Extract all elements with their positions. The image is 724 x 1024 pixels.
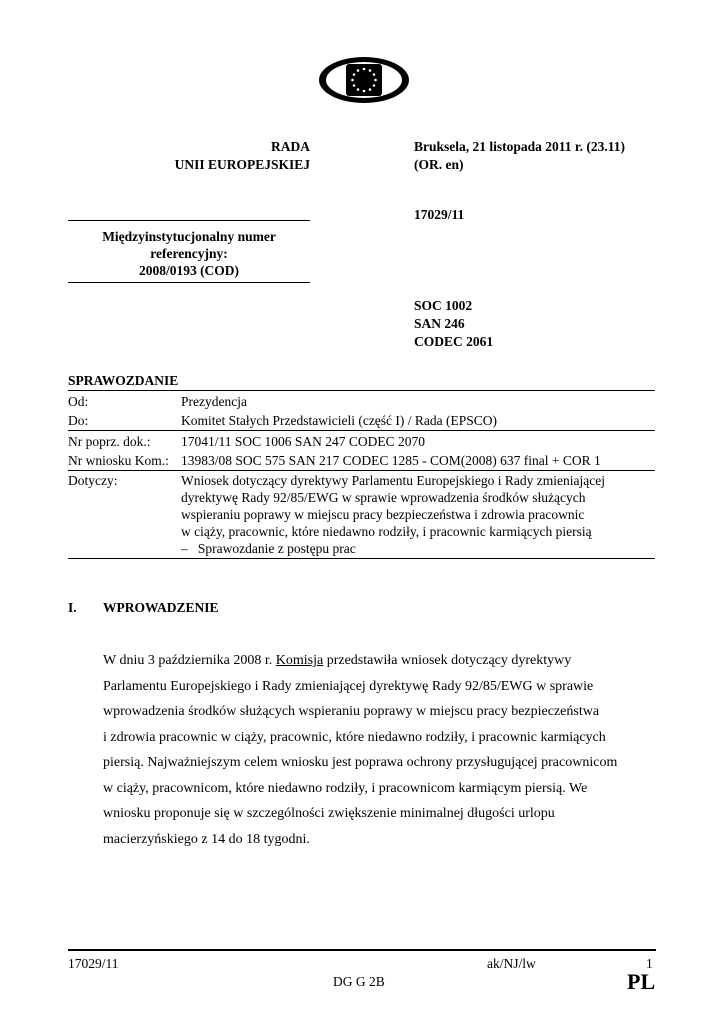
- doc-number: 17029/11: [414, 207, 465, 222]
- footer-language: PL: [627, 969, 656, 994]
- council-line-2: UNII EUROPEJSKIEJ: [174, 157, 310, 172]
- code-1: SOC 1002: [414, 298, 473, 313]
- paragraph-rest: przedstawiła wniosek dotyczący dyrektywy: [323, 653, 572, 668]
- footer-initials: ak/NJ/lw: [487, 956, 536, 971]
- subject-line: wspieraniu poprawy w miejscu pracy bezpieczeństwa i zdrowia pracownic: [181, 507, 585, 522]
- meta-key: Nr wniosku Kom.:: [68, 453, 169, 468]
- meta-row-subject: [0, 472, 724, 558]
- date-line: Bruksela, 21 listopada 2011 r. (23.11): [414, 139, 626, 154]
- paragraph-line: Parlamentu Europejskiego i Rady zmieniającej dyrektywę Rady 92/85/EWG w sprawie: [103, 678, 594, 694]
- interinstitutional-reference: [68, 228, 310, 279]
- divider-top: [68, 220, 310, 221]
- meta-rule: [68, 470, 655, 471]
- subject-text: [181, 472, 656, 557]
- paragraph-line: wprowadzenia środków służących wspieraniu poprawy w miejscu pracy bezpieczeństwa: [103, 704, 600, 719]
- footer-dg: DG G 2B: [333, 974, 385, 989]
- meta-key: Do:: [68, 413, 89, 428]
- interinst-line-3: 2008/0193 (COD): [138, 263, 240, 278]
- meta-row-prev-doc: [0, 433, 724, 451]
- classification-codes: [414, 297, 493, 351]
- subject-line: dyrektywę Rady 92/85/EWG w sprawie wprowadzenia środków służących: [181, 490, 586, 505]
- footer-rule: [68, 949, 656, 951]
- council-line-1: RADA: [271, 139, 310, 154]
- interinst-line-1: Międzyinstytucjonalny numer: [102, 229, 276, 244]
- meta-key: Od:: [68, 394, 89, 409]
- code-2: SAN 246: [414, 316, 465, 331]
- paragraph-line: i zdrowia pracownic w ciąży, pracownic, które niedawno rodziły, i pracownic karmiących: [103, 729, 606, 745]
- meta-value: Prezydencja: [181, 394, 247, 409]
- paragraph-line: piersią. Najważniejszym celem wniosku jest poprawa ochrony przysługującej pracownicom: [103, 755, 618, 770]
- footer-page-number: 1: [646, 956, 653, 971]
- subject-line: Wniosek dotyczący dyrektywy Parlamentu Europejskiego i Rady zmieniającej: [181, 473, 605, 488]
- commission-link[interactable]: Komisja: [275, 653, 324, 668]
- intro-paragraph: [103, 648, 663, 852]
- code-3: CODEC 2061: [414, 334, 494, 349]
- meta-key: Dotyczy:: [68, 473, 118, 488]
- meta-value: Komitet Stałych Przedstawicieli (część I) / Rada (EPSCO): [181, 413, 498, 428]
- subject-line: w ciąży, pracownic, które niedawno rodziły, i pracownic karmiących piersią: [181, 524, 592, 539]
- meta-rule: [68, 430, 655, 431]
- subject-line: – Sprawozdanie z postępu prac: [181, 541, 356, 556]
- report-rule-top: [68, 390, 655, 391]
- council-name: [68, 138, 310, 174]
- paragraph-line: w ciąży, pracownicom, które niedawno rodziły, i pracownicom karmiącym piersią. We: [103, 780, 588, 796]
- meta-row-commission-no: [0, 452, 724, 470]
- meta-row-to: [0, 412, 724, 430]
- paragraph-line: wniosku proponuje się w szczególności zwiększenie minimalnej długości urlopu: [103, 806, 555, 821]
- meta-row-from: [0, 393, 724, 411]
- original-language: (OR. en): [414, 157, 464, 172]
- paragraph-start: W dniu 3 października 2008 r.: [103, 653, 276, 668]
- meta-rule-bottom: [68, 558, 655, 559]
- paragraph-line: macierzyńskiego z 14 do 18 tygodni.: [103, 831, 310, 847]
- meta-value: 17041/11 SOC 1006 SAN 247 CODEC 2070: [181, 434, 426, 449]
- divider-bottom: [68, 282, 310, 283]
- date-block: [414, 138, 625, 174]
- interinst-line-2: referencyjny:: [150, 246, 228, 261]
- report-title: SPRAWOZDANIE: [68, 373, 179, 388]
- paragraph-line: [103, 648, 663, 674]
- meta-key: Nr poprz. dok.:: [68, 434, 151, 449]
- section-title: WPROWADZENIE: [103, 600, 219, 615]
- section-number: I.: [68, 600, 77, 615]
- meta-value: 13983/08 SOC 575 SAN 217 CODEC 1285 - COM(2008) 637 final + COR 1: [181, 453, 601, 468]
- footer-doc-number: 17029/11: [68, 956, 119, 971]
- eu-council-logo: [318, 56, 410, 104]
